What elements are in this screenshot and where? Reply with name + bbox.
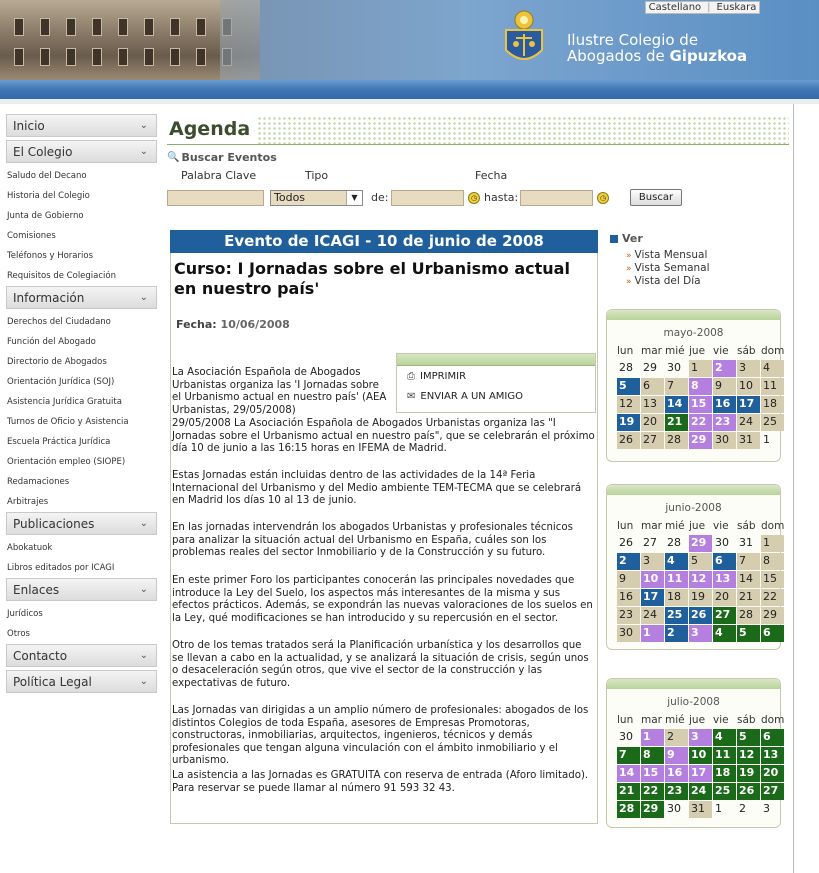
print-link[interactable]: ⎙ IMPRIMIR bbox=[407, 371, 467, 382]
sidebar-section-2[interactable]: Información ⌄ bbox=[6, 286, 157, 309]
calendar-day[interactable]: 3 bbox=[689, 729, 712, 746]
calendar-day[interactable]: 22 bbox=[761, 589, 784, 606]
calendar-day[interactable]: 5 bbox=[617, 378, 640, 395]
event-paragraph: 29/05/2008 La Asociación Española de Abogados Urbanistas organiza las "I Jornadas sobre el Urbanismo actual en nuestro país", que se celebrarán el próximo día 10 de junio a las 16:15 horas en IFEMA de Madrid. bbox=[172, 418, 595, 454]
calendar-day: 27 bbox=[643, 536, 657, 549]
weekday-label: jue bbox=[689, 714, 706, 726]
sidebar-link[interactable]: Orientación Jurídica (SOJ) bbox=[7, 377, 115, 387]
calendar-day[interactable]: 30 bbox=[617, 625, 640, 642]
calendar-day[interactable]: 23 bbox=[617, 607, 640, 624]
calendar-day[interactable]: 4 bbox=[761, 360, 784, 377]
site-header bbox=[0, 0, 819, 104]
calendar-day[interactable]: 14 bbox=[617, 765, 640, 782]
calendar-day: 29 bbox=[643, 361, 657, 374]
weekday-label: vie bbox=[713, 345, 729, 357]
sidebar-link[interactable]: Jurídicos bbox=[7, 609, 43, 619]
weekday-label: sáb bbox=[737, 345, 756, 357]
calendar-day: 30 bbox=[619, 730, 633, 743]
calendar-day[interactable]: 21 bbox=[737, 589, 760, 606]
agenda-header bbox=[167, 114, 789, 146]
calendar-day[interactable]: 10 bbox=[689, 747, 712, 764]
calendar-day[interactable]: 13 bbox=[761, 747, 784, 764]
sidebar-link[interactable]: Derechos del Ciudadano bbox=[7, 317, 111, 327]
calendar-day[interactable]: 26 bbox=[689, 607, 712, 624]
calendar-day[interactable]: 16 bbox=[617, 589, 640, 606]
sidebar-link[interactable]: Orientación empleo (SIOPE) bbox=[7, 457, 126, 467]
weekday-label: mar bbox=[641, 520, 662, 532]
weekday-label: sáb bbox=[737, 520, 756, 532]
sidebar-section-5[interactable]: Contacto ⌄ bbox=[6, 644, 157, 667]
sidebar-link[interactable]: Junta de Gobierno bbox=[7, 211, 84, 221]
sidebar-link[interactable]: Arbitrajes bbox=[7, 497, 49, 507]
sidebar-link[interactable]: Turnos de Oficio y Asistencia bbox=[7, 417, 129, 427]
calendar-day[interactable]: 14 bbox=[737, 571, 760, 588]
weekday-label: dom bbox=[761, 714, 785, 726]
weekday-label: jue bbox=[689, 520, 706, 532]
calendar-day[interactable]: 26 bbox=[617, 432, 640, 449]
calendar-day: 3 bbox=[763, 802, 770, 815]
weekday-label: dom bbox=[761, 345, 785, 357]
calendar-day[interactable]: 12 bbox=[617, 396, 640, 413]
event-paragraph: Las Jornadas van dirigidas a un amplio número de profesionales: abogados de los distintos Colegios de toda España, asesores de Empresas Promotoras, constructoras, inmobiliarias, arquitectos, ingenieros, técnicos y demás profesionales que tengan alguna vinculación con el ámbito inmobiliario y el urbanismo. bbox=[172, 705, 589, 766]
calendar-day[interactable]: 7 bbox=[617, 747, 640, 764]
sidebar-link[interactable]: Abokatuok bbox=[7, 543, 53, 553]
view-monthly-link[interactable]: » Vista Mensual bbox=[626, 249, 708, 261]
sidebar-section-3[interactable]: Publicaciones ⌄ bbox=[6, 512, 157, 535]
double-arrow-icon: » bbox=[626, 264, 632, 274]
calendar-day[interactable]: 14 bbox=[665, 396, 688, 413]
type-select[interactable]: Todos ▼ bbox=[270, 190, 363, 206]
calendar-month-title: mayo-2008 bbox=[663, 327, 724, 339]
calendar-day[interactable]: 21 bbox=[617, 783, 640, 800]
calendar-day[interactable]: 9 bbox=[665, 747, 688, 764]
calendar-day[interactable]: 17 bbox=[689, 765, 712, 782]
calendar-day[interactable]: 3 bbox=[737, 360, 760, 377]
calendar-day[interactable]: 6 bbox=[761, 625, 784, 642]
calendar-day[interactable]: 7 bbox=[737, 553, 760, 570]
event-date: Fecha: 10/06/2008 bbox=[176, 318, 290, 331]
calendar-day: 30 bbox=[667, 802, 681, 815]
college-name: Ilustre Colegio de Abogados de Gipuzkoa bbox=[567, 31, 748, 65]
chevron-down-icon: ⌄ bbox=[139, 584, 148, 595]
calendar-day[interactable]: 11 bbox=[713, 747, 736, 764]
sidebar-link[interactable]: Escuela Práctica Jurídica bbox=[7, 437, 111, 447]
weekday-label: dom bbox=[761, 520, 785, 532]
sidebar-link[interactable]: Teléfonos y Horarios bbox=[7, 251, 93, 261]
calendar-day[interactable]: 15 bbox=[689, 396, 712, 413]
sidebar-link[interactable]: Asistencia Jurídica Gratuita bbox=[7, 397, 122, 407]
sidebar-link[interactable]: Requisitos de Colegiación bbox=[7, 271, 116, 281]
calendar-day[interactable]: 19 bbox=[617, 414, 640, 431]
calendar-day[interactable]: 27 bbox=[641, 432, 664, 449]
weekday-label: lun bbox=[617, 714, 634, 726]
calendar-day[interactable]: 5 bbox=[737, 625, 760, 642]
calendar-day[interactable]: 2 bbox=[713, 360, 736, 377]
calendar-day[interactable]: 11 bbox=[761, 378, 784, 395]
calendar-day[interactable]: 18 bbox=[713, 765, 736, 782]
chevron-down-icon: ⌄ bbox=[139, 120, 148, 131]
lang-castellano-link[interactable]: Castellano bbox=[648, 2, 702, 13]
weekday-label: mar bbox=[641, 714, 662, 726]
sidebar-section-4[interactable]: Enlaces ⌄ bbox=[6, 578, 157, 601]
lang-euskara-link[interactable]: Euskara bbox=[716, 2, 757, 13]
calendar-day[interactable]: 1 bbox=[689, 360, 712, 377]
date-from-input[interactable] bbox=[391, 190, 464, 206]
calendar-day[interactable]: 28 bbox=[617, 801, 640, 818]
calendar-day[interactable]: 22 bbox=[689, 414, 712, 431]
view-title: Ver bbox=[610, 232, 643, 245]
calendar-day: 30 bbox=[715, 536, 729, 549]
calendar-day[interactable]: 17 bbox=[641, 589, 664, 606]
search-events-title: 🔍 Buscar Eventos bbox=[167, 151, 277, 164]
calendar-day[interactable]: 1 bbox=[641, 729, 664, 746]
type-label: Tipo bbox=[305, 169, 329, 182]
chevron-down-icon: ⌄ bbox=[139, 676, 148, 687]
actions-box bbox=[396, 353, 596, 413]
calendar-day[interactable]: 27 bbox=[713, 607, 736, 624]
calendar-day[interactable]: 13 bbox=[713, 571, 736, 588]
chevron-down-icon: ⌄ bbox=[139, 146, 148, 157]
event-paragraph: La asistencia a las Jornadas es GRATUITA con reserva de entrada (Aforo limitado). Para reservar se puede llamar al número 91 593 32 43. bbox=[172, 770, 589, 794]
calendar-day: 2 bbox=[739, 802, 746, 815]
calendar-day[interactable]: 23 bbox=[713, 414, 736, 431]
calendar-day[interactable]: 20 bbox=[761, 765, 784, 782]
weekday-label: mar bbox=[641, 345, 662, 357]
calendar-day[interactable]: 16 bbox=[665, 765, 688, 782]
calendar-day[interactable]: 1 bbox=[641, 625, 664, 642]
calendar-day[interactable]: 13 bbox=[641, 396, 664, 413]
calendar-day[interactable]: 4 bbox=[713, 729, 736, 746]
weekday-label: vie bbox=[713, 520, 729, 532]
double-arrow-icon: » bbox=[626, 277, 632, 287]
sidebar-link[interactable]: Libros editados por ICAGI bbox=[7, 563, 115, 573]
calendar-day[interactable]: 6 bbox=[641, 378, 664, 395]
calendar-day[interactable]: 7 bbox=[665, 378, 688, 395]
calendar-day: 28 bbox=[619, 361, 633, 374]
calendar-day[interactable]: 9 bbox=[713, 378, 736, 395]
calendar-day[interactable]: 29 bbox=[689, 432, 712, 449]
double-arrow-icon: » bbox=[626, 251, 632, 261]
calendar-day[interactable]: 20 bbox=[641, 414, 664, 431]
calendar-day[interactable]: 10 bbox=[737, 378, 760, 395]
from-label: de: bbox=[371, 191, 389, 204]
calendar-day[interactable]: 25 bbox=[713, 783, 736, 800]
sidebar-link[interactable]: Historia del Colegio bbox=[7, 191, 90, 201]
calendar-day[interactable]: 5 bbox=[689, 553, 712, 570]
calendar-day[interactable]: 8 bbox=[641, 747, 664, 764]
calendar-day[interactable]: 3 bbox=[689, 625, 712, 642]
calendar-day[interactable]: 19 bbox=[689, 589, 712, 606]
sidebar-section-1[interactable]: El Colegio ⌄ bbox=[6, 140, 157, 163]
calendar-day[interactable]: 6 bbox=[761, 729, 784, 746]
calendar-day[interactable]: 2 bbox=[665, 729, 688, 746]
calendar-julio bbox=[606, 678, 785, 828]
calendar-day[interactable]: 24 bbox=[689, 783, 712, 800]
calendar-day[interactable]: 25 bbox=[761, 414, 784, 431]
calendar-day[interactable]: 12 bbox=[689, 571, 712, 588]
calendar-day[interactable]: 1 bbox=[761, 535, 784, 552]
view-weekly-link[interactable]: » Vista Semanal bbox=[626, 262, 710, 274]
calendar-day[interactable]: 26 bbox=[737, 783, 760, 800]
send-to-friend-link[interactable]: ✉ ENVIAR A UN AMIGO bbox=[407, 391, 523, 402]
calendar-day[interactable]: 9 bbox=[617, 571, 640, 588]
calendar-day[interactable]: 19 bbox=[737, 765, 760, 782]
printer-icon: ⎙ bbox=[407, 371, 415, 382]
sidebar-link[interactable]: Directorio de Abogados bbox=[7, 357, 107, 367]
calendar-day[interactable]: 29 bbox=[689, 535, 712, 552]
weekday-label: jue bbox=[689, 345, 706, 357]
sidebar-section-6[interactable]: Política Legal ⌄ bbox=[6, 670, 157, 693]
magnifier-icon: 🔍 bbox=[167, 152, 180, 163]
calendar-day: 1 bbox=[763, 433, 770, 446]
chevron-down-icon: ⌄ bbox=[139, 292, 148, 303]
keyword-input[interactable] bbox=[167, 190, 264, 206]
calendar-day[interactable]: 15 bbox=[641, 765, 664, 782]
calendar-day[interactable]: 4 bbox=[665, 553, 688, 570]
calendar-day[interactable]: 12 bbox=[737, 747, 760, 764]
calendar-day[interactable]: 29 bbox=[761, 607, 784, 624]
calendar-day[interactable]: 10 bbox=[641, 571, 664, 588]
calendar-day[interactable]: 21 bbox=[665, 414, 688, 431]
weekday-label: mié bbox=[665, 520, 685, 532]
event-title: Curso: I Jornadas sobre el Urbanismo actual en nuestro país' bbox=[174, 259, 570, 298]
chevron-down-icon: ▼ bbox=[346, 191, 362, 205]
calendar-day[interactable]: 8 bbox=[689, 378, 712, 395]
calendar-day[interactable]: 23 bbox=[665, 783, 688, 800]
sidebar-link[interactable]: Función del Abogado bbox=[7, 337, 96, 347]
sidebar-section-0[interactable]: Inicio ⌄ bbox=[6, 114, 157, 137]
sidebar bbox=[6, 114, 157, 696]
calendar-day[interactable]: 30 bbox=[713, 432, 736, 449]
calendar-day[interactable]: 2 bbox=[617, 553, 640, 570]
calendar-day[interactable]: 22 bbox=[641, 783, 664, 800]
weekday-label: lun bbox=[617, 345, 634, 357]
to-label: hasta: bbox=[484, 191, 519, 204]
calendar-day[interactable]: 16 bbox=[713, 396, 736, 413]
event-paragraph: Otro de los temas tratados será la Planificación urbanística y los desarrollos que se llevan a cabo en la actualidad, y se analizará la situación de crisis, según unos o desaceleración según otros, que vive el sector de la construcción y las expectativas de futuro. bbox=[172, 640, 589, 689]
calendar-day[interactable]: 24 bbox=[641, 607, 664, 624]
clock-icon[interactable]: ◷ bbox=[597, 192, 609, 204]
calendar-day[interactable]: 29 bbox=[641, 801, 664, 818]
calendar-mayo bbox=[606, 309, 785, 462]
page-title: Agenda bbox=[169, 118, 251, 140]
event-paragraph: La Asociación Española de Abogados Urbanistas organiza las 'I Jornadas sobre el Urbanismo actual en nuestro país' (AEA Urbanistas, 29/05/2008) bbox=[172, 367, 387, 416]
calendar-day[interactable]: 4 bbox=[713, 625, 736, 642]
calendar-day: 31 bbox=[739, 536, 753, 549]
calendar-day: 26 bbox=[619, 536, 633, 549]
calendar-day[interactable]: 28 bbox=[737, 607, 760, 624]
weekday-label: sáb bbox=[737, 714, 756, 726]
view-daily-link[interactable]: » Vista del Día bbox=[626, 275, 701, 287]
calendar-day: 30 bbox=[667, 361, 681, 374]
calendar-day[interactable]: 20 bbox=[713, 589, 736, 606]
calendar-month-title: julio-2008 bbox=[667, 696, 720, 708]
calendar-day[interactable]: 6 bbox=[713, 553, 736, 570]
calendar-day[interactable]: 11 bbox=[665, 571, 688, 588]
weekday-label: mié bbox=[665, 714, 685, 726]
event-banner: Evento de ICAGI - 10 de junio de 2008 bbox=[170, 230, 598, 253]
event-paragraph: En este primer Foro los participantes conocerán las principales novedades que introduce la Ley del Suelo, los aspectos más interesantes de la misma y sus efectos prácticos. Además, se expondrán las nuevas valoraciones de los suelos en la Ley, qué modificaciones se han introducido y su repercusión en el sector. bbox=[172, 575, 593, 624]
calendar-day: 1 bbox=[715, 802, 722, 815]
sidebar-link[interactable]: Redamaciones bbox=[7, 477, 70, 487]
calendar-day: 28 bbox=[667, 536, 681, 549]
weekday-label: mié bbox=[665, 345, 685, 357]
calendar-day[interactable]: 31 bbox=[689, 801, 712, 818]
calendar-day[interactable]: 3 bbox=[641, 553, 664, 570]
college-crest-icon bbox=[496, 8, 552, 68]
envelope-icon: ✉ bbox=[407, 391, 416, 402]
chevron-down-icon: ⌄ bbox=[139, 650, 148, 661]
calendar-day[interactable]: 25 bbox=[665, 607, 688, 624]
square-bullet-icon bbox=[610, 235, 618, 243]
calendar-day[interactable]: 18 bbox=[665, 589, 688, 606]
weekday-label: lun bbox=[617, 520, 634, 532]
calendar-day[interactable]: 5 bbox=[737, 729, 760, 746]
calendar-month-title: junio-2008 bbox=[665, 502, 722, 514]
calendar-day[interactable]: 28 bbox=[665, 432, 688, 449]
date-label: Fecha bbox=[475, 169, 508, 182]
calendar-day[interactable]: 18 bbox=[761, 396, 784, 413]
event-paragraph: Estas Jornadas están incluidas dentro de las actividades de la 14ª Feria Internacional del Urbanismo y del Medio ambiente TEM-TECMA que se celebrará en Madrid los días 10 al 13 de junio. bbox=[172, 470, 582, 506]
sidebar-link[interactable]: Saludo del Decano bbox=[7, 171, 87, 181]
calendar-day[interactable]: 8 bbox=[761, 553, 784, 570]
weekday-label: vie bbox=[713, 714, 729, 726]
date-to-input[interactable] bbox=[520, 190, 593, 206]
search-button[interactable]: Buscar bbox=[630, 189, 682, 206]
chevron-down-icon: ⌄ bbox=[139, 518, 148, 529]
calendar-day[interactable]: 27 bbox=[761, 783, 784, 800]
calendar-day[interactable]: 17 bbox=[737, 396, 760, 413]
calendar-day[interactable]: 15 bbox=[761, 571, 784, 588]
sidebar-link[interactable]: Comisiones bbox=[7, 231, 56, 241]
keyword-label: Palabra Clave bbox=[181, 169, 257, 182]
clock-icon[interactable]: ◷ bbox=[468, 192, 480, 204]
calendar-day[interactable]: 24 bbox=[737, 414, 760, 431]
calendar-day[interactable]: 31 bbox=[737, 432, 760, 449]
calendar-day[interactable]: 2 bbox=[665, 625, 688, 642]
sidebar-link[interactable]: Otros bbox=[7, 629, 30, 639]
calendar-junio bbox=[606, 484, 785, 650]
language-switcher: Castellano | Euskara bbox=[645, 1, 760, 14]
event-paragraph: En las jornadas intervendrán los abogados Urbanistas y profesionales técnicos para analizar la situación actual del Urbanismo en España, cuáles son los problemas reales del sector Inmobiliario y de la Construcción y su futuro. bbox=[172, 522, 573, 558]
